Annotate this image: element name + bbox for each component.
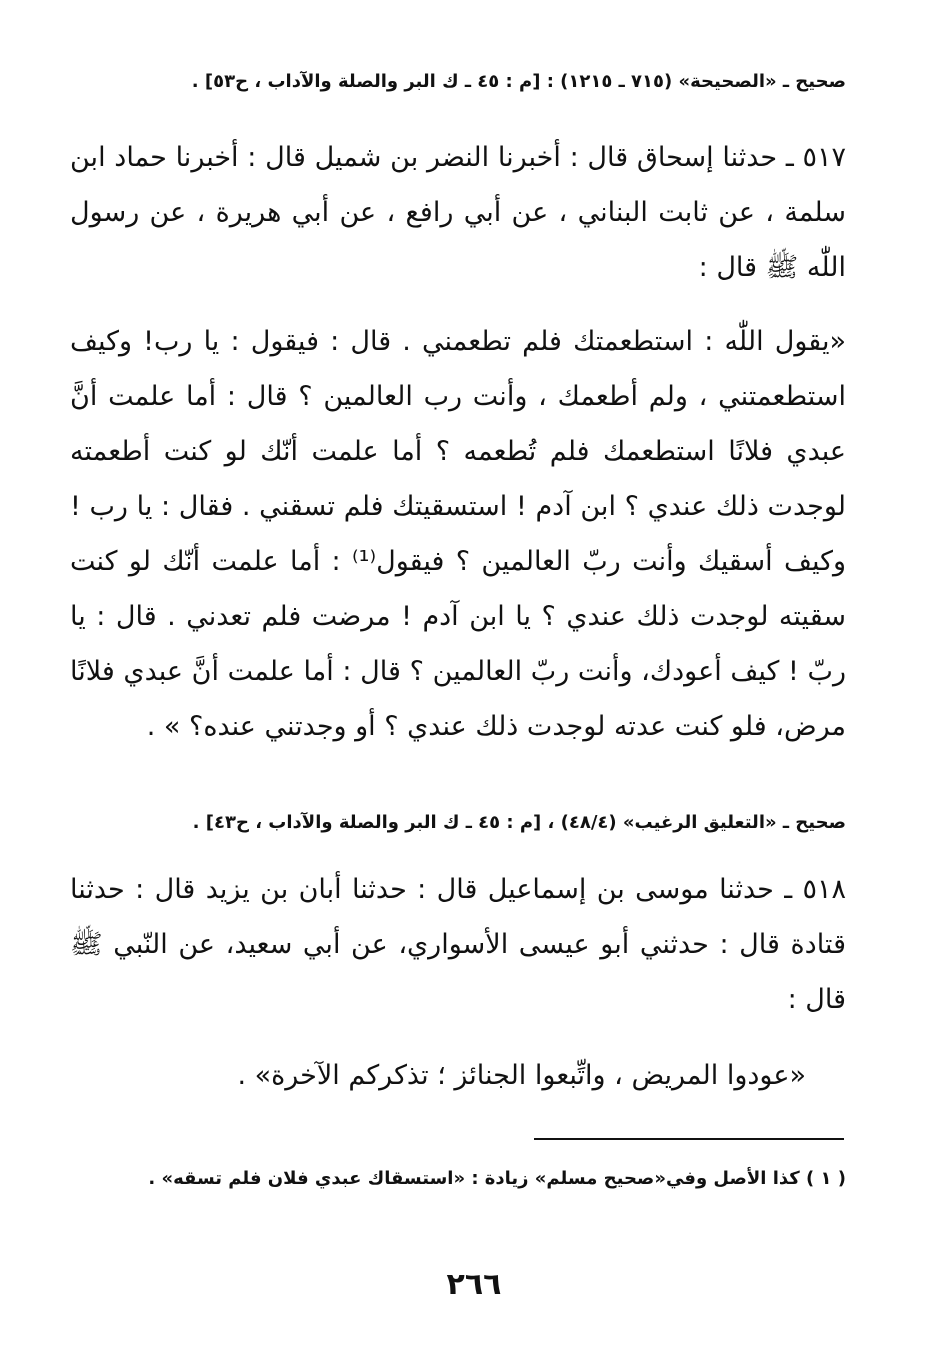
hadith-517-matn: «يقول اللّٰه : استطعمتك فلم تطعمني . قال : فيقول : يا رب! وكيف استطعمتني ، ولم أطعمك ، وأنت رب العالمين ؟ قال : أما علمت أنَّ عبدي فلانًا استطعمك فلم تُطعمه ؟ أما علمت أنّك لو كنت أطعمته لوجدت ذلك عندي ؟ ابن آدم ! استسقيتك فلم تسقني . فقال : يا رب ! وكيف أسقيك وأنت ربّ العالمين ؟ فيقول⁽¹⁾ : أما علمت أنّك لو كنت سقيته لوجدت ذلك عندي ؟ يا ابن آدم ! مرضت فلم تعدني . قال : يا ربّ ! كيف أعودك، وأنت ربّ العالمين ؟ قال : أما علمت أنَّ عبدي فلانًا مرض، فلو كنت عدته لوجدت ذلك عندي ؟ أو وجدتني عنده؟ » . — [70, 326, 847, 742]
hadith-518-matn: «عودوا المريض ، واتِّبعوا الجنائز ؛ تذكركم الآخرة» . — [237, 1060, 806, 1091]
footnote: ( ١ ) كذا الأصل وفي«صحيح مسلم» زيادة : «استسقاك عبدي فلان فلم تسقه» . — [148, 1168, 846, 1189]
hadith-517-isnad: ٥١٧ ـ حدثنا إسحاق قال : أخبرنا النضر بن شميل قال : أخبرنا حماد ابن سلمة ، عن ثابت البناني ، عن أبي رافع ، عن أبي هريرة ، عن رسول اللّٰه ﷺ قال : — [70, 142, 846, 283]
hadith-518-isnad: ٥١٨ ـ حدثنا موسى بن إسماعيل قال : حدثنا أبان بن يزيد قال : حدثنا قتادة قال : حدثني أبو عيسى الأسواري، عن أبي سعيد، عن النّبي ﷺ قال : — [70, 874, 846, 1015]
page-number: ٢٦٦ — [446, 1267, 502, 1302]
footnote-divider — [534, 1138, 844, 1140]
grade-line-1: صحيح ـ «الصحيحة» (٧١٥ ـ ١٢١٥) : [م : ٤٥ ـ ك البر والصلة والآداب ، ح٥٣] . — [191, 71, 846, 92]
grade-line-2: صحيح ـ «التعليق الرغيب» (٤٨/٤) ، [م : ٤٥ ـ ك البر والصلة والآداب ، ح٤٣] . — [192, 812, 846, 833]
